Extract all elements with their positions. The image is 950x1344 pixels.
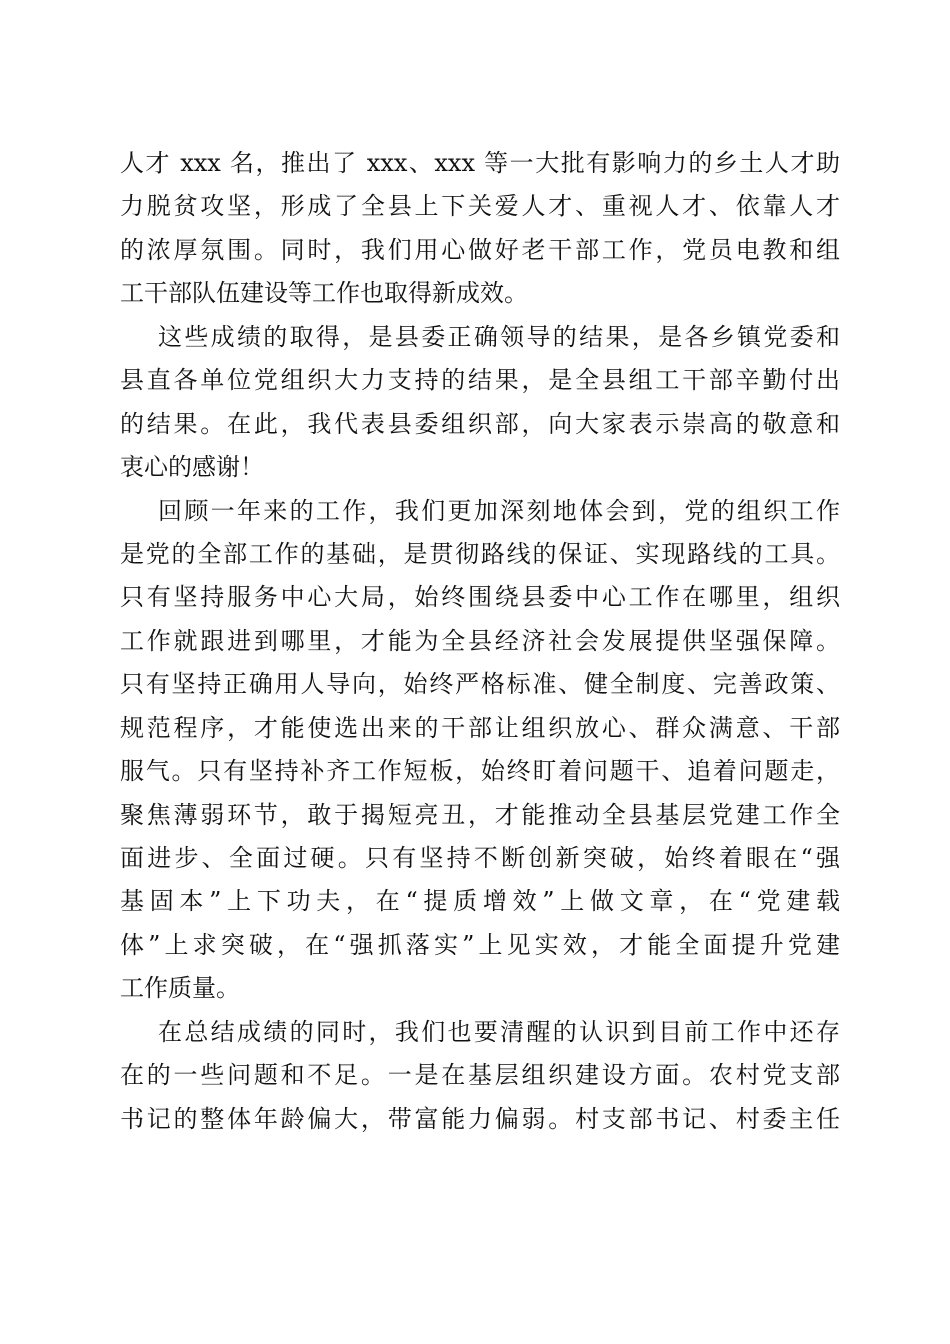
text-line: 服气。只有坚持补齐工作短板，始终盯着问题干、追着问题走， <box>120 757 840 786</box>
text-line: 体”上求突破，在“强抓落实”上见实效，才能全面提升党建 <box>120 930 840 959</box>
text-line: 基固本”上下功夫，在“提质增效”上做文章，在“党建载 <box>120 887 840 916</box>
text-line: 聚焦薄弱环节，敢于揭短亮丑，才能推动全县基层党建工作全 <box>120 800 840 829</box>
text-line: 面进步、全面过硬。只有坚持不断创新突破，始终着眼在“强 <box>120 844 840 872</box>
text-line: 力脱贫攻坚，形成了全县上下关爱人才、重视人才、依靠人才 <box>120 192 840 221</box>
text-line: 是党的全部工作的基础，是贯彻路线的保证、实现路线的工具。 <box>120 539 840 568</box>
text-line: 工作质量。 <box>120 974 240 1003</box>
text-line: 只有坚持正确用人导向，始终严格标准、健全制度、完善政策、 <box>120 670 840 699</box>
paragraph-first-line: 在总结成绩的同时，我们也要清醒的认识到目前工作中还存 <box>158 1017 840 1046</box>
paragraph-first-line: 这些成绩的取得，是县委正确领导的结果，是各乡镇党委和 <box>158 322 840 351</box>
paragraph-first-line: 回顾一年来的工作，我们更加深刻地体会到，党的组织工作 <box>158 496 840 525</box>
text-line: 的浓厚氛围。同时，我们用心做好老干部工作，党员电教和组 <box>120 235 840 264</box>
body-text <box>120 142 840 1141</box>
text-line: 人才 xxx 名，推出了 xxx、xxx 等一大批有影响力的乡土人才助 <box>120 149 840 177</box>
text-line: 县直各单位党组织大力支持的结果，是全县组工干部辛勤付出 <box>120 366 840 395</box>
text-line: 工干部队伍建设等工作也取得新成效。 <box>120 279 528 308</box>
text-line: 书记的整体年龄偏大，带富能力偏弱。村支部书记、村委主任 <box>120 1104 840 1133</box>
text-line: 的结果。在此，我代表县委组织部，向大家表示崇高的敬意和 <box>120 409 840 438</box>
text-line: 工作就跟进到哪里，才能为全县经济社会发展提供坚强保障。 <box>120 626 840 655</box>
text-line: 规范程序，才能使选出来的干部让组织放心、群众满意、干部 <box>120 713 840 742</box>
text-line: 在的一些问题和不足。一是在基层组织建设方面。农村党支部 <box>120 1061 840 1090</box>
text-line: 只有坚持服务中心大局，始终围绕县委中心工作在哪里，组织 <box>120 583 840 612</box>
text-line: 衷心的感谢！ <box>120 453 264 482</box>
